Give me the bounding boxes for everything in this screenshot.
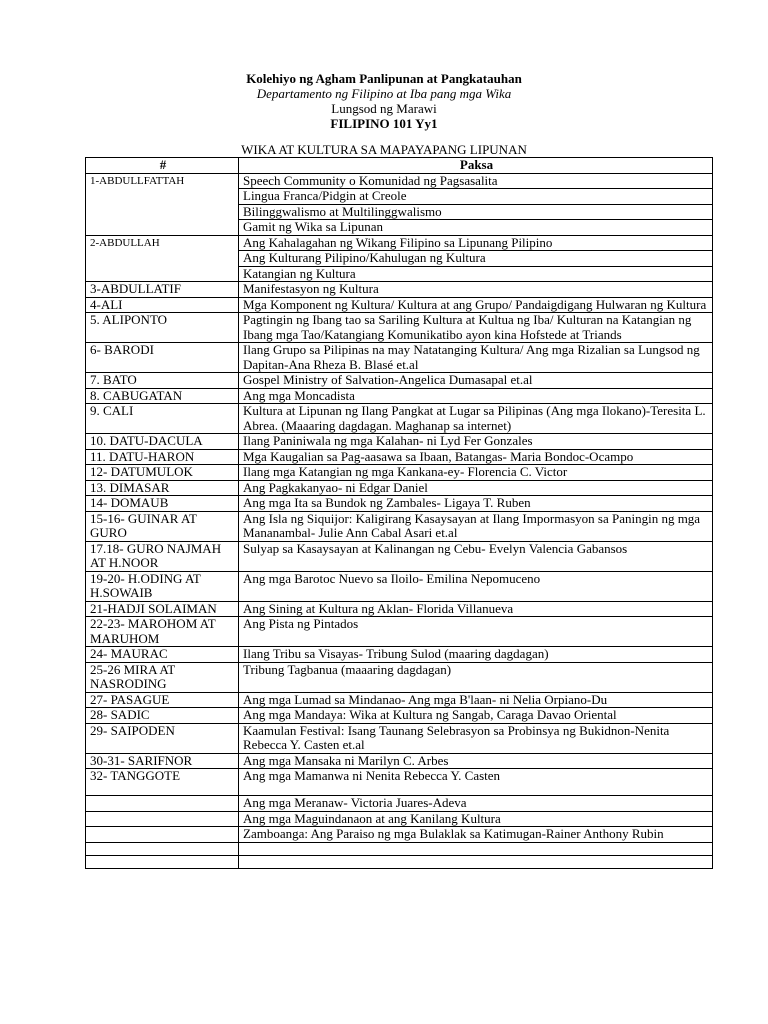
- table-row: [86, 769, 713, 796]
- row-topic: Manifestasyon ng Kultura: [239, 282, 713, 298]
- row-topic: Zamboanga: Ang Paraiso ng mga Bulaklak sa Katimugan-Rainer Anthony Rubin: [239, 827, 713, 843]
- row-number: 19-20- H.ODING AT H.SOWAIB: [86, 571, 239, 601]
- row-topic: Ilang Tribu sa Visayas- Tribung Sulod (maaring dagdagan): [239, 647, 713, 663]
- college-name: Kolehiyo ng Agham Panlipunan at Pangkatauhan: [246, 71, 522, 86]
- row-number: 1-ABDULLFATTAH: [86, 173, 239, 235]
- row-topic: Ilang mga Katangian ng mga Kankana-ey- Florencia C. Victor: [239, 465, 713, 481]
- table-row: [86, 571, 713, 601]
- row-number: 30-31- SARIFNOR: [86, 753, 239, 769]
- row-topic: Ang mga Mamanwa ni Nenita Rebecca Y. Casten: [239, 769, 713, 796]
- row-topic: Ang mga Mansaka ni Marilyn C. Arbes: [239, 753, 713, 769]
- row-number: 9. CALI: [86, 404, 239, 434]
- row-topic: Pagtingin ng Ibang tao sa Sariling Kultura at Kultua ng Iba/ Kulturan na Katangian ng Ibang mga Tao/Katangiang Komunikatibo ayon kina Hofstede at Triands: [239, 313, 713, 343]
- row-number: [86, 796, 239, 812]
- column-header-topic: Paksa: [239, 158, 713, 174]
- table-row: [86, 343, 713, 373]
- table-row: [86, 855, 713, 868]
- city-name: Lungsod ng Marawi: [331, 101, 437, 116]
- table-row: [86, 434, 713, 450]
- table-row: [86, 404, 713, 434]
- row-number: [86, 842, 239, 855]
- row-number: 27- PASAGUE: [86, 692, 239, 708]
- row-topic: Bilinggwalismo at Multilinggwalismo: [239, 204, 713, 220]
- row-number: 29- SAIPODEN: [86, 723, 239, 753]
- table-body: [86, 173, 713, 868]
- row-number: 6- BARODI: [86, 343, 239, 373]
- row-topic: Ang mga Meranaw- Victoria Juares-Adeva: [239, 796, 713, 812]
- row-number: 32- TANGGOTE: [86, 769, 239, 796]
- table-row: [86, 496, 713, 512]
- topics-table: [85, 157, 713, 869]
- table-row: [86, 692, 713, 708]
- table-row: [86, 511, 713, 541]
- row-number: 15-16- GUINAR AT GURO: [86, 511, 239, 541]
- column-header-number: #: [86, 158, 239, 174]
- table-row: [86, 465, 713, 481]
- row-topic: Kultura at Lipunan ng Ilang Pangkat at Lugar sa Pilipinas (Ang mga Ilokano)-Teresita L. Abrea. (Maaaring dagdagan. Maghanap sa internet): [239, 404, 713, 434]
- table-row: [86, 297, 713, 313]
- table-row: [86, 173, 713, 189]
- row-topic: Ang mga Moncadista: [239, 388, 713, 404]
- row-topic: Tribung Tagbanua (maaaring dagdagan): [239, 662, 713, 692]
- row-topic: Ang Sining at Kultura ng Aklan- Florida Villanueva: [239, 601, 713, 617]
- course-code: FILIPINO 101 Yy1: [330, 116, 438, 131]
- row-number: 12- DATUMULOK: [86, 465, 239, 481]
- row-topic: Ang mga Maguindanaon at ang Kanilang Kultura: [239, 811, 713, 827]
- row-topic: Mga Komponent ng Kultura/ Kultura at ang Grupo/ Pandaigdigang Hulwaran ng Kultura: [239, 297, 713, 313]
- table-row: [86, 708, 713, 724]
- row-topic: Ang mga Lumad sa Mindanao- Ang mga B'laan- ni Nelia Orpiano-Du: [239, 692, 713, 708]
- table-row: [86, 313, 713, 343]
- row-topic: Gamit ng Wika sa Lipunan: [239, 220, 713, 236]
- table-row: [86, 601, 713, 617]
- row-topic: Ang mga Ita sa Bundok ng Zambales- Ligaya T. Ruben: [239, 496, 713, 512]
- table-row: [86, 235, 713, 251]
- table-row: [86, 480, 713, 496]
- row-number: 21-HADJI SOLAIMAN: [86, 601, 239, 617]
- document-title: WIKA AT KULTURA SA MAPAYAPANG LIPUNAN: [241, 142, 527, 157]
- row-topic: Ang Pista ng Pintados: [239, 617, 713, 647]
- row-number: 5. ALIPONTO: [86, 313, 239, 343]
- row-topic: Ilang Grupo sa Pilipinas na may Natatanging Kultura/ Ang mga Rizalian sa Lungsod ng Dapitan-Ana Rheza B. Blasé et.al: [239, 343, 713, 373]
- row-topic: Lingua Franca/Pidgin at Creole: [239, 189, 713, 205]
- row-number: 3-ABDULLATIF: [86, 282, 239, 298]
- table-row: [86, 827, 713, 843]
- table-row: [86, 753, 713, 769]
- row-topic: [239, 842, 713, 855]
- table-row: [86, 373, 713, 389]
- row-topic: Mga Kaugalian sa Pag-aasawa sa Ibaan, Batangas- Maria Bondoc-Ocampo: [239, 449, 713, 465]
- row-number: 4-ALI: [86, 297, 239, 313]
- row-number: 24- MAURAC: [86, 647, 239, 663]
- row-topic: Kaamulan Festival: Isang Taunang Selebrasyon sa Probinsya ng Bukidnon-Nenita Rebecca Y. Casten et.al: [239, 723, 713, 753]
- row-topic: Ang Isla ng Siquijor: Kaligirang Kasaysayan at Ilang Impormasyon sa Paningin ng mga Mananambal- Julie Ann Cabal Asari et.al: [239, 511, 713, 541]
- table-row: [86, 617, 713, 647]
- row-topic: Ilang Paniniwala ng mga Kalahan- ni Lyd Fer Gonzales: [239, 434, 713, 450]
- row-number: 22-23- MAROHOM AT MARUHOM: [86, 617, 239, 647]
- row-topic: Ang Kahalagahan ng Wikang Filipino sa Lipunang Pilipino: [239, 235, 713, 251]
- row-number: 14- DOMAUB: [86, 496, 239, 512]
- row-number: 25-26 MIRA AT NASRODING: [86, 662, 239, 692]
- table-row: [86, 647, 713, 663]
- table-row: [86, 541, 713, 571]
- document-header: [0, 71, 768, 131]
- row-topic: Sulyap sa Kasaysayan at Kalinangan ng Cebu- Evelyn Valencia Gabansos: [239, 541, 713, 571]
- table-header-row: [86, 158, 713, 174]
- table-row: [86, 796, 713, 812]
- table-row: [86, 282, 713, 298]
- table-row: [86, 811, 713, 827]
- row-number: 17.18- GURO NAJMAH AT H.NOOR: [86, 541, 239, 571]
- row-number: [86, 811, 239, 827]
- row-number: 8. CABUGATAN: [86, 388, 239, 404]
- row-topic: Ang mga Barotoc Nuevo sa Iloilo- Emilina Nepomuceno: [239, 571, 713, 601]
- row-number: 2-ABDULLAH: [86, 235, 239, 282]
- row-number: [86, 827, 239, 843]
- table-row: [86, 388, 713, 404]
- row-topic: Gospel Ministry of Salvation-Angelica Dumasapal et.al: [239, 373, 713, 389]
- table-row: [86, 723, 713, 753]
- row-topic: Katangian ng Kultura: [239, 266, 713, 282]
- row-number: [86, 855, 239, 868]
- table-row: [86, 449, 713, 465]
- row-topic: Ang Pagkakanyao- ni Edgar Daniel: [239, 480, 713, 496]
- row-number: 10. DATU-DACULA: [86, 434, 239, 450]
- row-number: 28- SADIC: [86, 708, 239, 724]
- row-number: 7. BATO: [86, 373, 239, 389]
- row-topic: Speech Community o Komunidad ng Pagsasalita: [239, 173, 713, 189]
- department-name: Departamento ng Filipino at Iba pang mga Wika: [256, 86, 512, 101]
- table-row: [86, 842, 713, 855]
- row-topic: Ang mga Mandaya: Wika at Kultura ng Sangab, Caraga Davao Oriental: [239, 708, 713, 724]
- row-topic: Ang Kulturang Pilipino/Kahulugan ng Kultura: [239, 251, 713, 267]
- row-number: 11. DATU-HARON: [86, 449, 239, 465]
- row-number: 13. DIMASAR: [86, 480, 239, 496]
- row-topic: [239, 855, 713, 868]
- table-row: [86, 662, 713, 692]
